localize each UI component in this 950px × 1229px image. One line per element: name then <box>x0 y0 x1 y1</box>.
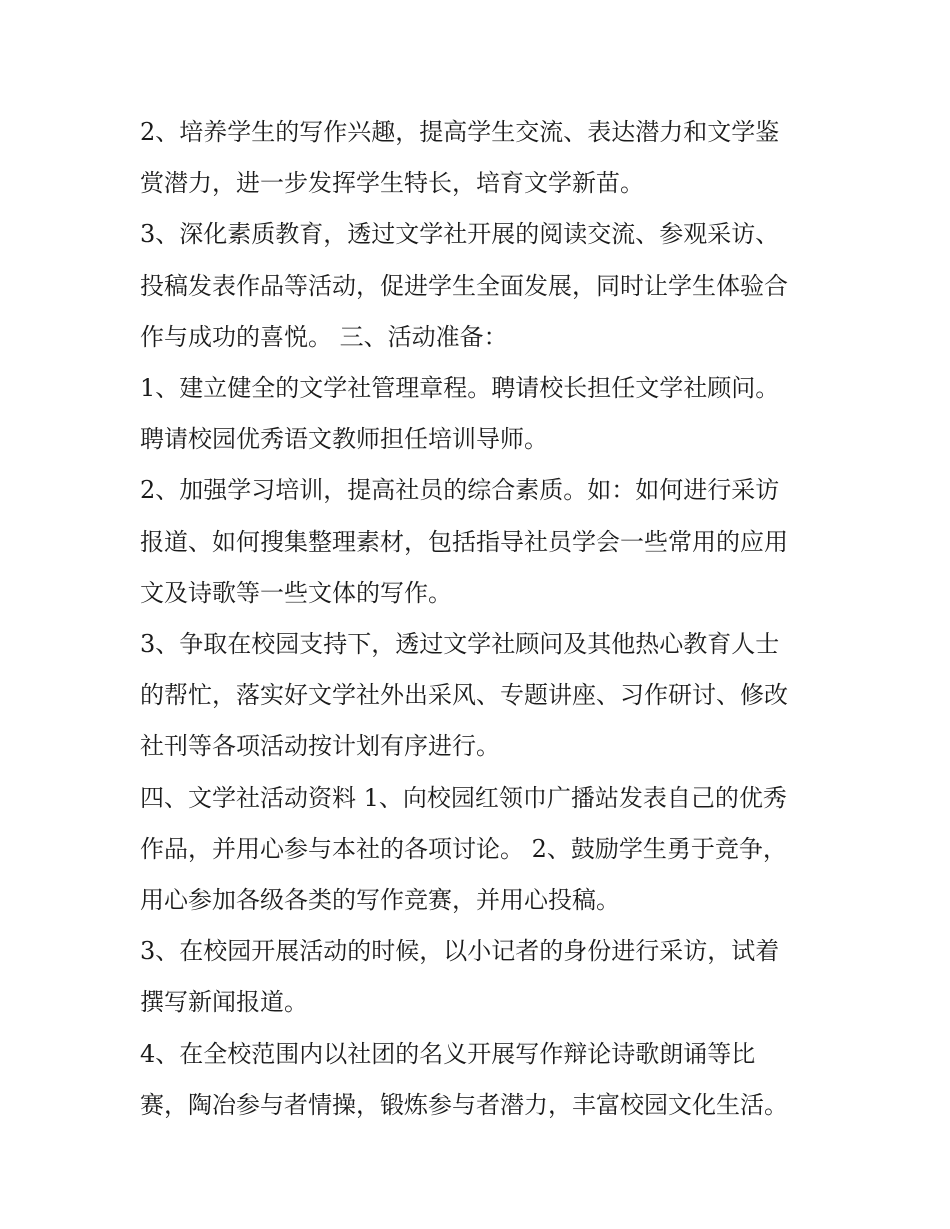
text-line: 撰写新闻报道。 <box>140 988 308 1017</box>
text-line: 的帮忙，落实好文学社外出采风、专题讲座、习作研讨、修改 <box>140 681 788 710</box>
text-line: 赏潜力，进一步发挥学生特长，培育文学新苗。 <box>140 169 644 198</box>
text-line: 3、争取在校园支持下，透过文学社顾问及其他热心教育人士 <box>140 630 780 659</box>
text-line: 赛，陶冶参与者情操，锻炼参与者潜力，丰富校园文化生活。 <box>140 1090 788 1119</box>
text-line: 用心参加各级各类的写作竞赛，并用心投稿。 <box>140 886 620 915</box>
text-line: 四、文学社活动资料 1、向校园红领巾广播站发表自己的优秀 <box>140 783 787 812</box>
text-line: 3、在校园开展活动的时候，以小记者的身份进行采访，试着 <box>140 937 780 966</box>
text-line: 1、建立健全的文学社管理章程。聘请校长担任文学社顾问。 <box>140 374 780 403</box>
document-body <box>140 107 820 1131</box>
text-line: 报道、如何搜集整理素材，包括指导社员学会一些常用的应用 <box>140 527 788 556</box>
text-line: 投稿发表作品等活动，促进学生全面发展，同时让学生体验合 <box>140 271 788 300</box>
text-line: 文及诗歌等一些文体的写作。 <box>140 578 452 607</box>
text-line: 作品，并用心参与本社的各项讨论。 2、鼓励学生勇于竞争， <box>140 834 787 863</box>
text-line: 聘请校园优秀语文教师担任培训导师。 <box>140 425 548 454</box>
text-line: 2、培养学生的写作兴趣，提高学生交流、表达潜力和文学鉴 <box>140 118 780 146</box>
text-line: 4、在全校范围内以社团的名义开展写作辩论诗歌朗诵等比 <box>140 1039 756 1068</box>
text-line: 社刊等各项活动按计划有序进行。 <box>140 732 500 761</box>
text-line: 作与成功的喜悦。 三、活动准备： <box>140 322 508 351</box>
text-line: 3、深化素质教育，透过文学社开展的阅读交流、参观采访、 <box>140 220 780 249</box>
text-line: 2、加强学习培训，提高社员的综合素质。如：如何进行采访 <box>140 476 780 505</box>
